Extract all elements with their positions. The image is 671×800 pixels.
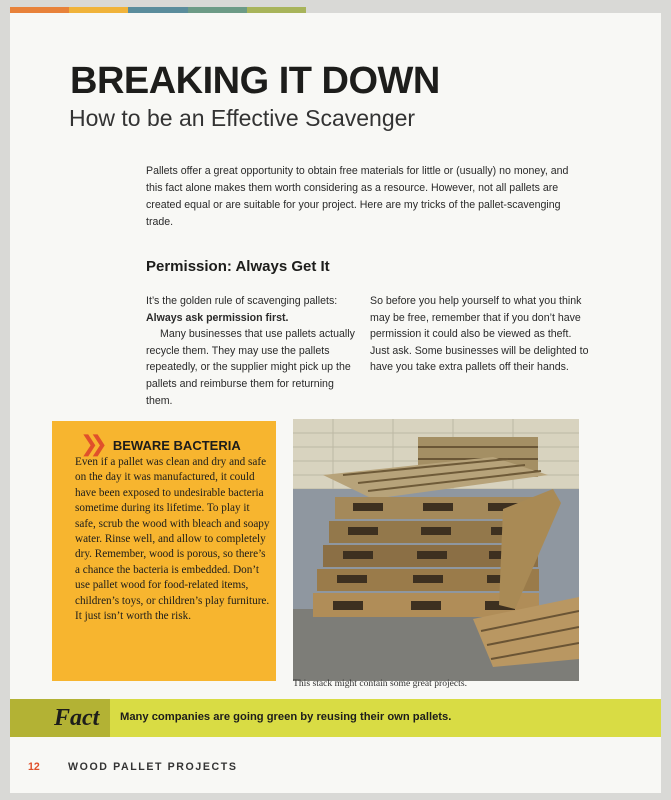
running-head: WOOD PALLET PROJECTS xyxy=(68,761,238,773)
sidebar-heading-row xyxy=(80,434,241,456)
beware-bacteria-sidebar xyxy=(52,421,276,681)
section-heading: Permission: Always Get It xyxy=(146,258,330,275)
permission-paragraph: So before you help yourself to what you think may be free, remember that if you don’t have permission it could also be viewed as theft. Just ask. Some businesses will be delighted to have you take extra pallets off their hands. xyxy=(370,295,589,374)
intro-paragraph: Pallets offer a great opportunity to obtain free materials for little or (usually) no money, and this fact alone makes them worth considering as a resource. However, not all pallets are created equal or are suitable for your project. Here are my tricks of the pallet-scavenging trade. xyxy=(146,165,569,228)
book-page xyxy=(10,7,661,793)
page-number: 12 xyxy=(28,761,40,773)
page-footer xyxy=(10,747,661,793)
top-color-bar xyxy=(10,7,661,13)
fact-text: Many companies are going green by reusing their own pallets. xyxy=(120,711,452,723)
sidebar-heading: BEWARE BACTERIA xyxy=(112,437,241,453)
fact-label: Fact xyxy=(54,705,100,731)
fact-banner xyxy=(10,699,661,737)
sidebar-body: Even if a pallet was clean and dry and safe on the day it was manufactured, it could have been exposed to undesirable bacteria sometime during its lifetime. To play it safe, scrub the wood with bleach and soapy water. Rinse well, and allow to completely dry. Remember, wood is porous, so there’s a chance the bacteria is embedded. Don’t use pallet wood for food-related items, children’s toys, or children’s play furniture. It just isn’t worth the risk. xyxy=(75,456,270,623)
golden-rule-paragraph xyxy=(146,293,358,326)
golden-rule-text: It’s the golden rule of scavenging pallets: xyxy=(146,295,338,307)
pallet-stack-illustration xyxy=(293,419,579,681)
recycle-paragraph: Many businesses that use pallets actually recycle them. They may use the pallets repeatedly, or the supplier might pick up the pallets and reimburse them for returning them. xyxy=(146,328,355,407)
photo-caption: This stack might contain some great projects. xyxy=(293,678,467,689)
page-title: BREAKING IT DOWN xyxy=(70,60,440,102)
text-column-left xyxy=(146,293,358,409)
double-chevron-right-icon: ❯❯ xyxy=(80,432,99,457)
text-column-right xyxy=(370,293,590,376)
pallet-stack-photo xyxy=(293,419,579,681)
golden-rule-emphasis: Always ask permission first. xyxy=(146,311,289,324)
page-subtitle: How to be an Effective Scavenger xyxy=(69,105,416,131)
